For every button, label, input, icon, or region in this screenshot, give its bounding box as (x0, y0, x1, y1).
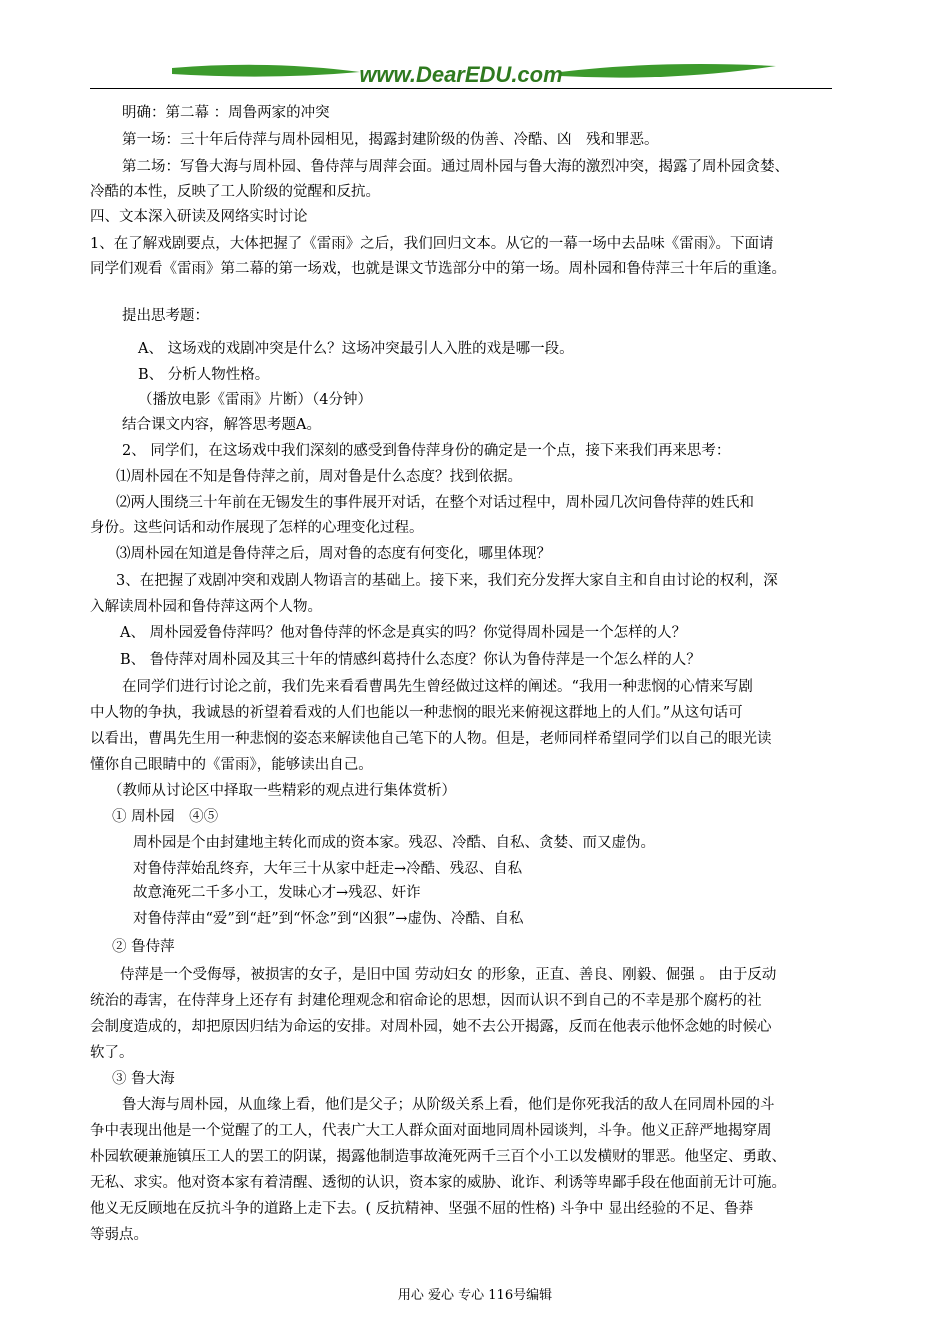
body-line: 第二场：写鲁大海与周朴园、鲁侍萍与周萍会面。通过周朴园与鲁大海的激烈冲突，揭露了周朴园贪婪、 (122, 159, 789, 175)
dearedu-logo (90, 58, 832, 90)
body-line: ③ 鲁大海 (112, 1071, 175, 1087)
logo-text: www.DearEDU.com (359, 62, 563, 87)
body-line: 1、在了解戏剧要点，大体把握了《雷雨》之后，我们回归文本。从它的一幕一场中去品味《雷雨》。下面请 (90, 236, 774, 252)
body-line: 他义无反顾地在反抗斗争的道路上走下去。( 反抗精神、坚强不屈的性格) 斗争中 显出经验的不足、鲁莽 (90, 1201, 754, 1217)
body-line: ⑶周朴园在知道是鲁侍萍之后，周对鲁的态度有何变化，哪里体现？ (116, 546, 551, 562)
body-line: 身份。这些问话和动作展现了怎样的心理变化过程。 (90, 520, 424, 536)
body-line: 无私、求实。他对资本家有着清醒、透彻的认识，资本家的威胁、讹诈、利诱等卑鄙手段在他面前无计可施。 (90, 1175, 786, 1191)
body-line: 四、文本深入研读及网络实时讨论 (90, 209, 308, 225)
body-line: ① 周朴园 ④⑤ (112, 809, 219, 825)
page-footer: 用心 爱心 专心 116号编辑 (397, 1288, 553, 1303)
body-line: B、 分析人物性格。 (138, 367, 270, 383)
page-header (90, 58, 832, 90)
body-line: B、 鲁侍萍对周朴园及其三十年的情感纠葛持什么态度？你认为鲁侍萍是一个怎么样的人？ (120, 652, 701, 668)
body-line: 第一场：三十年后侍萍与周朴园相见，揭露封建阶级的伪善、冷酷、凶 残和罪恶。 (122, 132, 659, 148)
body-line: 同学们观看《雷雨》第二幕的第一场戏，也就是课文节选部分中的第一场。周朴园和鲁侍萍三十年后的重逢。 (90, 261, 786, 277)
body-line: 鲁大海与周朴园，从血缘上看，他们是父子；从阶级关系上看，他们是你死我活的敌人在同周朴园的斗 (122, 1097, 775, 1113)
body-line: 明确：第二幕 ：周鲁两家的冲突 (122, 105, 330, 121)
body-line: （教师从讨论区中择取一些精彩的观点进行集体赏析） (108, 783, 456, 799)
body-line: 周朴园是个由封建地主转化而成的资本家。残忍、冷酷、自私、贪婪、而又虚伪。 (133, 835, 655, 851)
body-line: 冷酷的本性，反映了工人阶级的觉醒和反抗。 (90, 184, 380, 200)
body-line: （播放电影《雷雨》片断）（4分钟） (138, 392, 372, 408)
body-line: 会制度造成的，却把原因归结为命运的安排。对周朴园，她不去公开揭露，反而在他表示他怀念她的时候心 (90, 1019, 772, 1035)
body-line: A、 这场戏的戏剧冲突是什么？这场冲突最引人入胜的戏是哪一段。 (138, 341, 574, 357)
body-line: 结合课文内容，解答思考题A。 (122, 417, 321, 433)
body-line: 软了。 (90, 1045, 134, 1061)
body-line: A、 周朴园爱鲁侍萍吗？他对鲁侍萍的怀念是真实的吗？你觉得周朴园是一个怎样的人？ (120, 625, 687, 641)
body-line: 朴园软硬兼施镇压工人的罢工的阴谋，揭露他制造事故淹死两千三百个小工以发横财的罪恶。他坚定、勇敢、 (90, 1149, 786, 1165)
body-line: 懂你自己眼睛中的《雷雨》，能够读出自己。 (90, 757, 373, 773)
body-line: 中人物的争执，我诚恳的祈望着看戏的人们也能以一种悲悯的眼光来俯视这群地上的人们。”从这句话可 (90, 705, 743, 721)
body-line: 等弱点。 (90, 1227, 148, 1243)
body-line: 3、在把握了戏剧冲突和戏剧人物语言的基础上。接下来，我们充分发挥大家自主和自由讨论的权利，深 (116, 573, 778, 589)
body-line: ② 鲁侍萍 (112, 939, 175, 955)
body-line: 2、 同学们，在这场戏中我们深刻的感受到鲁侍萍身份的确定是一个点，接下来我们再来思考： (122, 443, 731, 459)
body-line: 争中表现出他是一个觉醒了的工人，代表广大工人群众面对面地同周朴园谈判，斗争。他义正辞严地揭穿周 (90, 1123, 772, 1139)
body-line: 入解读周朴园和鲁侍萍这两个人物。 (90, 599, 322, 615)
body-line: 故意淹死二千多小工，发昧心才→残忍、奸诈 (133, 885, 421, 901)
body-line: ⑵两人围绕三十年前在无锡发生的事件展开对话，在整个对话过程中，周朴园几次问鲁侍萍的姓氏和 (116, 495, 754, 511)
body-line: ⑴周朴园在不知是鲁侍萍之前，周对鲁是什么态度？找到依据。 (116, 469, 522, 485)
body-line: 在同学们进行讨论之前，我们先来看看曹禺先生曾经做过这样的阐述。“我用一种悲悯的心情来写剧 (122, 679, 753, 695)
body-line: 提出思考题： (122, 308, 209, 324)
body-line: 对鲁侍萍由“爱”到“赶”到“怀念”到“凶狠”→虚伪、冷酷、自私 (133, 911, 524, 927)
body-line: 对鲁侍萍始乱终弃，大年三十从家中赶走→冷酷、残忍、自私 (133, 861, 523, 877)
body-line: 统治的毒害，在侍萍身上还存有 封建伦理观念和宿命论的思想，因而认识不到自己的不幸是那个腐朽的社 (90, 993, 762, 1009)
body-line: 以看出，曹禺先生用一种悲悯的姿态来解读他自己笔下的人物。但是，老师同样希望同学们以自己的眼光读 (90, 731, 772, 747)
header-rule (90, 88, 832, 89)
body-line: 侍萍是一个受侮辱，被损害的女子，是旧中国 劳动妇女 的形象，正直、善良、刚毅、倔强 。 由于反动 (120, 967, 777, 983)
